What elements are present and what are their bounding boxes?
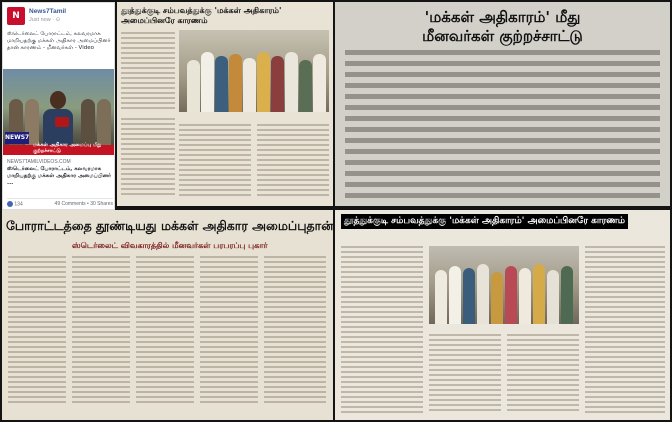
facebook-post-card bbox=[2, 2, 115, 210]
text-column bbox=[8, 256, 66, 406]
speaker-figure bbox=[43, 91, 73, 149]
post-header bbox=[7, 7, 112, 27]
text-column bbox=[257, 124, 329, 199]
clipping-headline: போராட்டத்தை தூண்டியது மக்கள் அதிகார அமைப்புதான் bbox=[6, 218, 333, 233]
text-column bbox=[429, 334, 501, 414]
clipping-headline-line1: 'மக்கள் அதிகாரம்' மீது bbox=[424, 8, 581, 26]
clipping-headline-line2: மீனவர்கள் குற்றச்சாட்டு bbox=[422, 27, 583, 45]
reaction-count: 134 bbox=[14, 201, 23, 208]
text-column bbox=[200, 256, 258, 406]
post-stats bbox=[7, 198, 113, 209]
post-caption: ஸ்டெர்லைட் போராட்டம், கலவரமாக மாறியதற்கு மக்கள் அதிகார அமைப்பினர் தான் காரணம் - மீனவர்கள் - Video bbox=[7, 31, 111, 51]
text-column bbox=[121, 32, 175, 112]
group-photo bbox=[429, 246, 579, 324]
microphone-icon bbox=[55, 117, 69, 127]
text-column bbox=[72, 256, 130, 406]
clipping-top-middle bbox=[117, 2, 333, 206]
group-photo bbox=[179, 30, 329, 112]
video-banner-text: மக்கள் அதிகார அமைப்பு மீது குற்றச்சாட்டு bbox=[33, 142, 102, 154]
text-column bbox=[341, 246, 423, 416]
link-title[interactable]: ஸ்டெர்லைட் போராட்டம், கலவரமாக மாறியதற்கு மக்கள் அதிகார அமைப்பினர் ... bbox=[7, 166, 112, 186]
text-column bbox=[507, 334, 579, 414]
text-column bbox=[136, 256, 194, 406]
page-logo-icon[interactable]: N bbox=[7, 7, 25, 25]
clipping-headline-bar bbox=[341, 214, 667, 230]
link-site[interactable]: NEWS7TAMILVIDEOS.COM bbox=[7, 159, 71, 165]
clipping-bottom-left bbox=[2, 210, 333, 420]
clipping-headline: தூத்துக்குடி சம்பவத்துக்கு 'மக்கள் அதிகாரம்' அமைப்பினரே காரணம் bbox=[341, 214, 628, 229]
channel-logo: NEWS7 bbox=[5, 132, 29, 144]
clipping-bottom-right bbox=[335, 210, 670, 420]
text-column bbox=[585, 246, 665, 416]
article-body bbox=[345, 50, 660, 204]
text-column bbox=[264, 256, 326, 406]
video-thumbnail[interactable] bbox=[3, 69, 115, 155]
comments-shares[interactable]: 49 Comments • 30 Shares bbox=[54, 201, 113, 207]
text-column bbox=[179, 124, 251, 199]
text-column bbox=[121, 118, 175, 198]
like-icon bbox=[7, 201, 13, 207]
page-name[interactable]: News7Tamil bbox=[29, 8, 67, 15]
clipping-top-right bbox=[335, 2, 670, 206]
clipping-headline: தூத்துக்குடி சம்பவத்துக்கு 'மக்கள் அதிகாரம்' அமைப்பினரே காரணம் bbox=[121, 6, 282, 25]
reactions[interactable] bbox=[7, 201, 23, 207]
post-timestamp[interactable]: Just now · ⊙ bbox=[29, 17, 61, 23]
clipping-subheadline: ஸ்டெர்லைட் விவகாரத்தில் மீனவர்கள் பரபரப்பு புகார் bbox=[72, 241, 268, 250]
